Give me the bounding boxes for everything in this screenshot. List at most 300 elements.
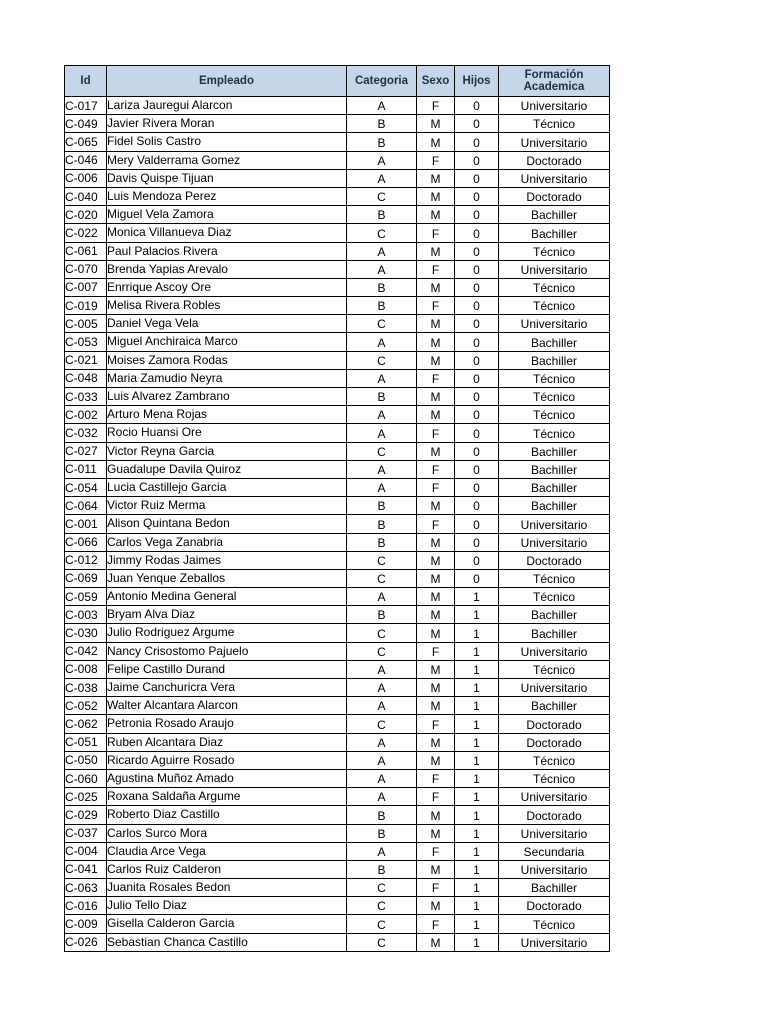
cell-id[interactable]: C-021 xyxy=(65,351,107,369)
cell-sexo[interactable]: F xyxy=(417,842,455,860)
cell-sexo[interactable]: M xyxy=(417,278,455,296)
cell-hijos[interactable]: 0 xyxy=(455,115,499,133)
cell-id[interactable]: C-033 xyxy=(65,388,107,406)
cell-categoria[interactable]: C xyxy=(347,915,417,933)
cell-categoria[interactable]: A xyxy=(347,842,417,860)
cell-empleado[interactable]: Ruben Alcantara Diaz xyxy=(107,733,347,751)
cell-formacion[interactable]: Técnico xyxy=(499,242,610,260)
cell-empleado[interactable]: Arturo Mena Rojas xyxy=(107,406,347,424)
table-row xyxy=(65,388,610,406)
cell-sexo[interactable]: F xyxy=(417,260,455,278)
cell-sexo[interactable]: M xyxy=(417,333,455,351)
header-formacion[interactable] xyxy=(499,66,610,97)
cell-formacion[interactable]: Universitario xyxy=(499,97,610,115)
cell-categoria[interactable]: C xyxy=(347,569,417,587)
cell-id[interactable]: C-040 xyxy=(65,187,107,205)
cell-hijos[interactable]: 1 xyxy=(455,879,499,897)
cell-categoria[interactable]: C xyxy=(347,224,417,242)
cell-formacion[interactable]: Técnico xyxy=(499,388,610,406)
cell-sexo[interactable]: F xyxy=(417,642,455,660)
cell-categoria[interactable]: A xyxy=(347,169,417,187)
cell-categoria[interactable]: C xyxy=(347,187,417,205)
cell-hijos[interactable]: 0 xyxy=(455,169,499,187)
cell-id[interactable]: C-063 xyxy=(65,879,107,897)
cell-sexo[interactable]: M xyxy=(417,733,455,751)
cell-sexo[interactable]: M xyxy=(417,660,455,678)
cell-empleado[interactable]: Victor Ruiz Merma xyxy=(107,497,347,515)
cell-empleado[interactable]: Enrrique Ascoy Ore xyxy=(107,278,347,296)
cell-empleado[interactable]: Carlos Ruiz Calderon xyxy=(107,860,347,878)
cell-id[interactable]: C-066 xyxy=(65,533,107,551)
cell-categoria[interactable]: B xyxy=(347,497,417,515)
cell-id[interactable]: C-061 xyxy=(65,242,107,260)
table-row xyxy=(65,751,610,769)
header-row xyxy=(65,66,610,97)
cell-hijos[interactable]: 0 xyxy=(455,569,499,587)
cell-sexo[interactable]: F xyxy=(417,424,455,442)
table-row xyxy=(65,369,610,387)
cell-categoria[interactable]: A xyxy=(347,97,417,115)
cell-id[interactable]: C-025 xyxy=(65,788,107,806)
cell-empleado[interactable]: Nancy Crisostomo Pajuelo xyxy=(107,642,347,660)
cell-sexo[interactable]: M xyxy=(417,824,455,842)
cell-categoria[interactable]: B xyxy=(347,824,417,842)
cell-categoria[interactable]: C xyxy=(347,879,417,897)
cell-formacion[interactable]: Bachiller xyxy=(499,497,610,515)
cell-id[interactable]: C-049 xyxy=(65,115,107,133)
cell-formacion[interactable]: Universitario xyxy=(499,260,610,278)
cell-formacion[interactable]: Universitario xyxy=(499,642,610,660)
cell-sexo[interactable]: M xyxy=(417,169,455,187)
cell-hijos[interactable]: 1 xyxy=(455,860,499,878)
cell-formacion[interactable]: Técnico xyxy=(499,278,610,296)
cell-id[interactable]: C-007 xyxy=(65,278,107,296)
cell-id[interactable]: C-042 xyxy=(65,642,107,660)
cell-categoria[interactable]: A xyxy=(347,406,417,424)
cell-formacion[interactable]: Universitario xyxy=(499,933,610,951)
cell-sexo[interactable]: M xyxy=(417,569,455,587)
cell-formacion[interactable]: Doctorado xyxy=(499,897,610,915)
cell-hijos[interactable]: 1 xyxy=(455,769,499,787)
cell-empleado[interactable]: Lucia Castillejo Garcia xyxy=(107,478,347,496)
cell-id[interactable]: C-004 xyxy=(65,842,107,860)
cell-empleado[interactable]: Claudia Arce Vega xyxy=(107,842,347,860)
cell-empleado[interactable]: Rocio Huansi Ore xyxy=(107,424,347,442)
cell-categoria[interactable]: B xyxy=(347,115,417,133)
cell-sexo[interactable]: M xyxy=(417,497,455,515)
table-row xyxy=(65,497,610,515)
cell-id[interactable]: C-046 xyxy=(65,151,107,169)
cell-empleado[interactable]: Brenda Yapias Arevalo xyxy=(107,260,347,278)
cell-formacion[interactable]: Técnico xyxy=(499,751,610,769)
cell-sexo[interactable]: F xyxy=(417,224,455,242)
cell-id[interactable]: C-003 xyxy=(65,606,107,624)
cell-categoria[interactable]: A xyxy=(347,460,417,478)
cell-categoria[interactable]: A xyxy=(347,733,417,751)
cell-hijos[interactable]: 0 xyxy=(455,187,499,205)
cell-categoria[interactable]: B xyxy=(347,388,417,406)
cell-sexo[interactable]: F xyxy=(417,460,455,478)
cell-formacion[interactable]: Doctorado xyxy=(499,733,610,751)
cell-empleado[interactable]: Miguel Anchiraica Marco xyxy=(107,333,347,351)
cell-id[interactable]: C-005 xyxy=(65,315,107,333)
cell-id[interactable]: C-032 xyxy=(65,424,107,442)
cell-categoria[interactable]: A xyxy=(347,751,417,769)
cell-empleado[interactable]: Maria Zamudio Neyra xyxy=(107,369,347,387)
cell-formacion[interactable]: Bachiller xyxy=(499,333,610,351)
cell-empleado[interactable]: Juanita Rosales Bedon xyxy=(107,879,347,897)
cell-categoria[interactable]: B xyxy=(347,515,417,533)
cell-formacion[interactable]: Doctorado xyxy=(499,151,610,169)
cell-hijos[interactable]: 0 xyxy=(455,242,499,260)
cell-categoria[interactable]: C xyxy=(347,351,417,369)
cell-sexo[interactable]: M xyxy=(417,933,455,951)
cell-categoria[interactable]: B xyxy=(347,860,417,878)
cell-formacion[interactable]: Técnico xyxy=(499,915,610,933)
cell-empleado[interactable]: Julio Rodriguez Argume xyxy=(107,624,347,642)
cell-hijos[interactable]: 0 xyxy=(455,97,499,115)
cell-id[interactable]: C-006 xyxy=(65,169,107,187)
cell-sexo[interactable]: F xyxy=(417,97,455,115)
cell-hijos[interactable]: 0 xyxy=(455,388,499,406)
cell-hijos[interactable]: 0 xyxy=(455,206,499,224)
table-row xyxy=(65,187,610,205)
cell-empleado[interactable]: Felipe Castillo Durand xyxy=(107,660,347,678)
cell-id[interactable]: C-054 xyxy=(65,478,107,496)
cell-categoria[interactable]: A xyxy=(347,424,417,442)
cell-empleado[interactable]: Monica Villanueva Diaz xyxy=(107,224,347,242)
cell-hijos[interactable]: 1 xyxy=(455,751,499,769)
cell-id[interactable]: C-064 xyxy=(65,497,107,515)
cell-sexo[interactable]: M xyxy=(417,206,455,224)
cell-formacion[interactable]: Bachiller xyxy=(499,624,610,642)
cell-formacion[interactable]: Bachiller xyxy=(499,460,610,478)
cell-sexo[interactable]: F xyxy=(417,151,455,169)
cell-categoria[interactable]: A xyxy=(347,679,417,697)
cell-categoria[interactable]: A xyxy=(347,242,417,260)
cell-formacion[interactable]: Técnico xyxy=(499,588,610,606)
cell-formacion[interactable]: Secundaria xyxy=(499,842,610,860)
cell-hijos[interactable]: 1 xyxy=(455,642,499,660)
cell-empleado[interactable]: Roxana Saldaña Argume xyxy=(107,788,347,806)
cell-id[interactable]: C-048 xyxy=(65,369,107,387)
cell-categoria[interactable]: C xyxy=(347,442,417,460)
cell-hijos[interactable]: 1 xyxy=(455,733,499,751)
cell-hijos[interactable]: 1 xyxy=(455,824,499,842)
cell-empleado[interactable]: Davis Quispe Tijuan xyxy=(107,169,347,187)
cell-categoria[interactable]: A xyxy=(347,588,417,606)
cell-sexo[interactable]: F xyxy=(417,769,455,787)
cell-sexo[interactable]: M xyxy=(417,897,455,915)
cell-hijos[interactable]: 0 xyxy=(455,515,499,533)
cell-hijos[interactable]: 1 xyxy=(455,660,499,678)
cell-formacion[interactable]: Bachiller xyxy=(499,478,610,496)
cell-hijos[interactable]: 1 xyxy=(455,679,499,697)
cell-sexo[interactable]: M xyxy=(417,588,455,606)
cell-hijos[interactable]: 0 xyxy=(455,278,499,296)
cell-id[interactable]: C-001 xyxy=(65,515,107,533)
cell-categoria[interactable]: A xyxy=(347,660,417,678)
cell-categoria[interactable]: B xyxy=(347,297,417,315)
cell-empleado[interactable]: Roberto Diaz Castillo xyxy=(107,806,347,824)
cell-id[interactable]: C-070 xyxy=(65,260,107,278)
cell-formacion[interactable]: Doctorado xyxy=(499,187,610,205)
cell-formacion[interactable]: Doctorado xyxy=(499,551,610,569)
cell-formacion[interactable]: Universitario xyxy=(499,788,610,806)
cell-formacion[interactable]: Universitario xyxy=(499,679,610,697)
cell-empleado[interactable]: Javier Rivera Moran xyxy=(107,115,347,133)
cell-formacion[interactable]: Universitario xyxy=(499,133,610,151)
cell-hijos[interactable]: 1 xyxy=(455,697,499,715)
cell-hijos[interactable]: 0 xyxy=(455,369,499,387)
cell-sexo[interactable]: M xyxy=(417,551,455,569)
cell-empleado[interactable]: Jimmy Rodas Jaimes xyxy=(107,551,347,569)
cell-formacion[interactable]: Universitario xyxy=(499,533,610,551)
cell-id[interactable]: C-027 xyxy=(65,442,107,460)
cell-sexo[interactable]: M xyxy=(417,115,455,133)
cell-empleado[interactable]: Antonio Medina General xyxy=(107,588,347,606)
cell-id[interactable]: C-017 xyxy=(65,97,107,115)
cell-sexo[interactable]: M xyxy=(417,806,455,824)
cell-hijos[interactable]: 0 xyxy=(455,478,499,496)
cell-hijos[interactable]: 1 xyxy=(455,897,499,915)
cell-categoria[interactable]: C xyxy=(347,315,417,333)
cell-id[interactable]: C-038 xyxy=(65,679,107,697)
cell-empleado[interactable]: Sebastian Chanca Castillo xyxy=(107,933,347,951)
cell-id[interactable]: C-011 xyxy=(65,460,107,478)
cell-empleado[interactable]: Melisa Rivera Robles xyxy=(107,297,347,315)
cell-formacion[interactable]: Técnico xyxy=(499,769,610,787)
cell-id[interactable]: C-060 xyxy=(65,769,107,787)
cell-empleado[interactable]: Agustina Muñoz Amado xyxy=(107,769,347,787)
cell-sexo[interactable]: F xyxy=(417,788,455,806)
cell-id[interactable]: C-002 xyxy=(65,406,107,424)
cell-categoria[interactable]: A xyxy=(347,697,417,715)
cell-hijos[interactable]: 0 xyxy=(455,442,499,460)
cell-sexo[interactable]: F xyxy=(417,478,455,496)
cell-hijos[interactable]: 1 xyxy=(455,588,499,606)
header-hijos[interactable]: Hijos xyxy=(455,66,499,97)
cell-categoria[interactable]: A xyxy=(347,478,417,496)
cell-sexo[interactable]: F xyxy=(417,715,455,733)
cell-hijos[interactable]: 1 xyxy=(455,842,499,860)
table-row xyxy=(65,679,610,697)
cell-id[interactable]: C-037 xyxy=(65,824,107,842)
cell-empleado[interactable]: Julio Tello Diaz xyxy=(107,897,347,915)
cell-empleado[interactable]: Paul Palacios Rivera xyxy=(107,242,347,260)
cell-formacion[interactable]: Doctorado xyxy=(499,806,610,824)
cell-formacion[interactable]: Técnico xyxy=(499,297,610,315)
cell-hijos[interactable]: 0 xyxy=(455,151,499,169)
table-row xyxy=(65,624,610,642)
cell-formacion[interactable]: Universitario xyxy=(499,860,610,878)
cell-sexo[interactable]: M xyxy=(417,624,455,642)
cell-id[interactable]: C-019 xyxy=(65,297,107,315)
header-id[interactable]: Id xyxy=(65,66,107,97)
cell-hijos[interactable]: 1 xyxy=(455,624,499,642)
cell-sexo[interactable]: F xyxy=(417,879,455,897)
cell-id[interactable]: C-065 xyxy=(65,133,107,151)
cell-hijos[interactable]: 0 xyxy=(455,551,499,569)
cell-sexo[interactable]: M xyxy=(417,315,455,333)
cell-sexo[interactable]: M xyxy=(417,242,455,260)
cell-categoria[interactable]: A xyxy=(347,333,417,351)
cell-categoria[interactable]: C xyxy=(347,715,417,733)
cell-categoria[interactable]: A xyxy=(347,260,417,278)
cell-sexo[interactable]: M xyxy=(417,351,455,369)
cell-formacion[interactable]: Doctorado xyxy=(499,715,610,733)
cell-id[interactable]: C-052 xyxy=(65,697,107,715)
cell-id[interactable]: C-012 xyxy=(65,551,107,569)
cell-hijos[interactable]: 0 xyxy=(455,297,499,315)
cell-categoria[interactable]: C xyxy=(347,624,417,642)
cell-id[interactable]: C-020 xyxy=(65,206,107,224)
cell-hijos[interactable]: 0 xyxy=(455,260,499,278)
cell-id[interactable]: C-059 xyxy=(65,588,107,606)
cell-formacion[interactable]: Técnico xyxy=(499,369,610,387)
cell-sexo[interactable]: F xyxy=(417,369,455,387)
cell-sexo[interactable]: M xyxy=(417,697,455,715)
cell-id[interactable]: C-022 xyxy=(65,224,107,242)
cell-hijos[interactable]: 0 xyxy=(455,351,499,369)
cell-hijos[interactable]: 0 xyxy=(455,533,499,551)
cell-formacion[interactable]: Bachiller xyxy=(499,697,610,715)
cell-formacion[interactable]: Técnico xyxy=(499,424,610,442)
cell-categoria[interactable]: B xyxy=(347,806,417,824)
cell-id[interactable]: C-051 xyxy=(65,733,107,751)
cell-empleado[interactable]: Walter Alcantara Alarcon xyxy=(107,697,347,715)
cell-sexo[interactable]: M xyxy=(417,751,455,769)
cell-id[interactable]: C-053 xyxy=(65,333,107,351)
cell-sexo[interactable]: M xyxy=(417,133,455,151)
cell-hijos[interactable]: 0 xyxy=(455,224,499,242)
cell-categoria[interactable]: B xyxy=(347,533,417,551)
cell-sexo[interactable]: F xyxy=(417,515,455,533)
cell-categoria[interactable]: B xyxy=(347,278,417,296)
cell-formacion[interactable]: Bachiller xyxy=(499,879,610,897)
cell-hijos[interactable]: 1 xyxy=(455,933,499,951)
cell-empleado[interactable]: Moises Zamora Rodas xyxy=(107,351,347,369)
cell-id[interactable]: C-029 xyxy=(65,806,107,824)
cell-empleado[interactable]: Mery Valderrama Gomez xyxy=(107,151,347,169)
cell-formacion[interactable]: Bachiller xyxy=(499,442,610,460)
cell-empleado[interactable]: Victor Reyna Garcia xyxy=(107,442,347,460)
cell-empleado[interactable]: Luis Alvarez Zambrano xyxy=(107,388,347,406)
cell-formacion[interactable]: Universitario xyxy=(499,824,610,842)
cell-empleado[interactable]: Miguel Vela Zamora xyxy=(107,206,347,224)
cell-categoria[interactable]: A xyxy=(347,769,417,787)
cell-id[interactable]: C-069 xyxy=(65,569,107,587)
cell-hijos[interactable]: 0 xyxy=(455,406,499,424)
cell-categoria[interactable]: C xyxy=(347,551,417,569)
cell-sexo[interactable]: M xyxy=(417,860,455,878)
table-row xyxy=(65,824,610,842)
table-row xyxy=(65,715,610,733)
cell-id[interactable]: C-026 xyxy=(65,933,107,951)
cell-empleado[interactable]: Gisella Calderon Garcia xyxy=(107,915,347,933)
cell-formacion[interactable]: Bachiller xyxy=(499,351,610,369)
cell-id[interactable]: C-008 xyxy=(65,660,107,678)
cell-categoria[interactable]: A xyxy=(347,369,417,387)
cell-hijos[interactable]: 0 xyxy=(455,497,499,515)
cell-categoria[interactable]: B xyxy=(347,133,417,151)
cell-hijos[interactable]: 0 xyxy=(455,333,499,351)
cell-empleado[interactable]: Bryam Alva Diaz xyxy=(107,606,347,624)
cell-formacion[interactable]: Bachiller xyxy=(499,224,610,242)
cell-hijos[interactable]: 1 xyxy=(455,606,499,624)
cell-id[interactable]: C-030 xyxy=(65,624,107,642)
cell-categoria[interactable]: A xyxy=(347,788,417,806)
cell-empleado[interactable]: Daniel Vega Vela xyxy=(107,315,347,333)
cell-hijos[interactable]: 1 xyxy=(455,806,499,824)
table-row xyxy=(65,478,610,496)
cell-hijos[interactable]: 0 xyxy=(455,133,499,151)
cell-formacion[interactable]: Bachiller xyxy=(499,206,610,224)
cell-hijos[interactable]: 0 xyxy=(455,460,499,478)
cell-formacion[interactable]: Bachiller xyxy=(499,606,610,624)
cell-categoria[interactable]: C xyxy=(347,933,417,951)
cell-formacion[interactable]: Universitario xyxy=(499,515,610,533)
cell-formacion[interactable]: Técnico xyxy=(499,115,610,133)
cell-categoria[interactable]: B xyxy=(347,606,417,624)
cell-sexo[interactable]: F xyxy=(417,297,455,315)
cell-categoria[interactable]: C xyxy=(347,897,417,915)
cell-sexo[interactable]: M xyxy=(417,406,455,424)
cell-empleado[interactable]: Juan Yenque Zeballos xyxy=(107,569,347,587)
cell-empleado[interactable]: Jaime Canchuricra Vera xyxy=(107,679,347,697)
cell-id[interactable]: C-016 xyxy=(65,897,107,915)
cell-id[interactable]: C-050 xyxy=(65,751,107,769)
cell-id[interactable]: C-062 xyxy=(65,715,107,733)
cell-empleado[interactable]: Fidel Solis Castro xyxy=(107,133,347,151)
cell-empleado[interactable]: Lariza Jauregui Alarcon xyxy=(107,97,347,115)
cell-sexo[interactable]: F xyxy=(417,915,455,933)
cell-hijos[interactable]: 0 xyxy=(455,315,499,333)
cell-empleado[interactable]: Carlos Surco Mora xyxy=(107,824,347,842)
header-empleado[interactable]: Empleado xyxy=(107,66,347,97)
cell-empleado[interactable]: Guadalupe Davila Quiroz xyxy=(107,460,347,478)
cell-sexo[interactable]: M xyxy=(417,388,455,406)
cell-formacion[interactable]: Técnico xyxy=(499,660,610,678)
table-row xyxy=(65,151,610,169)
cell-sexo[interactable]: M xyxy=(417,533,455,551)
cell-empleado[interactable]: Carlos Vega Zanabria xyxy=(107,533,347,551)
cell-formacion[interactable]: Técnico xyxy=(499,569,610,587)
cell-empleado[interactable]: Alison Quintana Bedon xyxy=(107,515,347,533)
cell-id[interactable]: C-009 xyxy=(65,915,107,933)
cell-empleado[interactable]: Ricardo Aguirre Rosado xyxy=(107,751,347,769)
cell-empleado[interactable]: Luis Mendoza Perez xyxy=(107,187,347,205)
header-sexo[interactable]: Sexo xyxy=(417,66,455,97)
cell-hijos[interactable]: 0 xyxy=(455,424,499,442)
cell-categoria[interactable]: A xyxy=(347,151,417,169)
cell-formacion[interactable]: Universitario xyxy=(499,315,610,333)
cell-hijos[interactable]: 1 xyxy=(455,788,499,806)
cell-hijos[interactable]: 1 xyxy=(455,915,499,933)
cell-sexo[interactable]: M xyxy=(417,606,455,624)
cell-hijos[interactable]: 1 xyxy=(455,715,499,733)
cell-empleado[interactable]: Petronia Rosado Araujo xyxy=(107,715,347,733)
cell-categoria[interactable]: C xyxy=(347,642,417,660)
cell-formacion[interactable]: Técnico xyxy=(499,406,610,424)
cell-categoria[interactable]: B xyxy=(347,206,417,224)
header-categoria[interactable]: Categoria xyxy=(347,66,417,97)
cell-id[interactable]: C-041 xyxy=(65,860,107,878)
cell-sexo[interactable]: M xyxy=(417,679,455,697)
cell-sexo[interactable]: M xyxy=(417,187,455,205)
cell-sexo[interactable]: M xyxy=(417,442,455,460)
cell-formacion[interactable]: Universitario xyxy=(499,169,610,187)
